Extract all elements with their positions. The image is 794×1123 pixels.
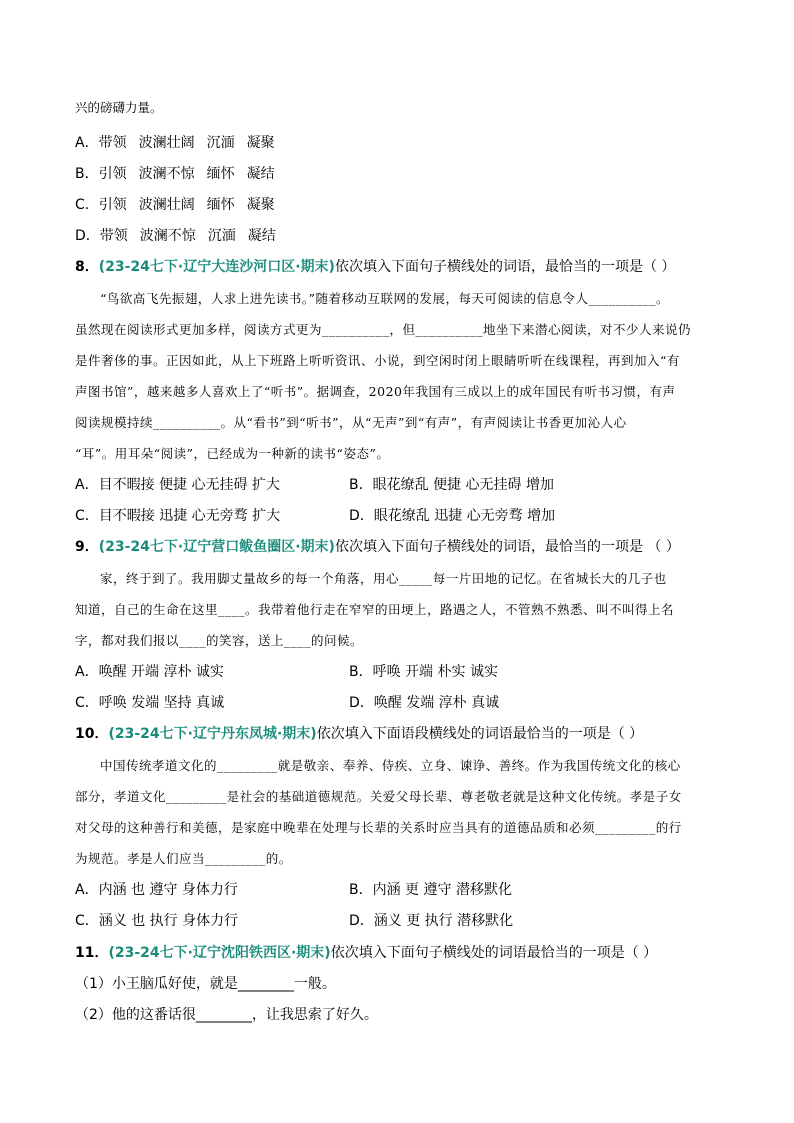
q8-option-b: B．眼花缭乱 便捷 心无挂碍 增加 (349, 477, 554, 493)
passage-line: 知道，自己的生命在这里____。我带着他行走在窄窄的田埂上，路遇之人，不管熟不熟悉、叫不叫得上名 (75, 602, 675, 617)
passage-line: 部分，孝道文化_________是社会的基础道德规范。关爱父母长辈、尊老敬老就是这种文化传统。孝是子女 (75, 789, 682, 804)
q7-option-c: C．引领 波澜壮阔 缅怀 凝聚 (75, 197, 275, 213)
q9-stem: 依次填入下面句子横线处的词语，最恰当的一项是 （ ） (334, 539, 680, 555)
passage-line: 对父母的这种善行和美德，是家庭中晚辈在处理与长辈的关系时应当具有的道德品质和必须_________的行 (75, 820, 682, 835)
passage-line: “鸟欲高飞先振翅，人求上进先读书。”随着移动互联网的发展，每天可阅读的信息令人__________。 (100, 291, 670, 306)
q9-source: (23-24七下·辽宁营口鲅鱼圈区·期末) (98, 539, 335, 555)
passage-line: 字，都对我们报以____的笑容，送上____的问候。 (75, 633, 364, 648)
q10-option-c: C．涵义 也 执行 身体力行 (75, 913, 239, 929)
q10-source: (23-24七下·辽宁丹东凤城·期末) (108, 726, 317, 742)
passage-line: 家，终于到了。我用脚丈量故乡的每一个角落，用心_____每一片田地的记忆。在省城长大的几子也 (100, 571, 667, 586)
passage-line: 中国传统孝道文化的_________就是敬亲、奉养、侍疾、立身、谏诤、善终。作为我国传统文化的核心 (100, 758, 681, 773)
q11-item-2: （2）他的这番话很________，让我思索了好久。 (75, 1007, 378, 1023)
q9-option-b: B．呼唤 开端 朴实 诚实 (349, 664, 498, 680)
passage-line: 阅读规模持续__________。从“看书”到“听书”，从“无声”到“有声”，有声阅读让书香更加沁人心 (75, 415, 627, 430)
passage-line: 声图书馆”，越来越多人喜欢上了“听书”。据调查，2020年我国有三成以上的成年国民有听书习惯，有声 (75, 384, 676, 399)
q10-header (75, 724, 643, 744)
q10-option-b: B．内涵 更 遵守 潜移默化 (349, 882, 512, 898)
top-fragment: 兴的磅礴力量。 (75, 100, 163, 115)
q8-option-a: A．目不暇接 便捷 心无挂碍 扩大 (75, 477, 280, 493)
q11-item-1: （1）小王脑瓜好使，就是________一般。 (75, 976, 336, 992)
q10-stem: 依次填入下面语段横线处的词语最恰当的一项是（ ） (316, 726, 644, 742)
q9-option-a: A．唤醒 开端 淳朴 诚实 (75, 664, 224, 680)
q8-number: 8． (75, 259, 99, 275)
q9-option-d: D．唤醒 发端 淳朴 真诚 (349, 695, 500, 711)
q9-number: 9． (75, 539, 99, 555)
passage-line: 是件奢侈的事。正因如此，从上下班路上听听资讯、小说，到空闲时闭上眼睛听听在线课程，再到加入“有 (75, 353, 680, 368)
q10-number: 10． (75, 726, 109, 742)
q8-header (75, 257, 675, 277)
q7-option-a: A．带领 波澜壮阔 沉湎 凝聚 (75, 135, 275, 151)
q7-option-d: D．带领 波澜不惊 沉湎 凝结 (75, 228, 276, 244)
q7-option-b: B．引领 波澜不惊 缅怀 凝结 (75, 166, 275, 182)
q8-option-c: C．目不暇接 迅捷 心无旁骛 扩大 (75, 508, 281, 524)
q8-stem: 依次填入下面句子横线处的词语，最恰当的一项是（ ） (334, 259, 676, 275)
q8-option-d: D．眼花缭乱 迅捷 心无旁骛 增加 (349, 508, 556, 524)
q10-option-d: D．涵义 更 执行 潜移默化 (349, 913, 514, 929)
q9-header (75, 537, 680, 557)
passage-line: 虽然现在阅读形式更加多样，阅读方式更为__________，但__________地坐下来潜心阅读，对不少人来说仍 (75, 322, 692, 337)
q10-passage (75, 750, 727, 874)
q8-source: (23-24七下·辽宁大连沙河口区·期末) (98, 259, 335, 275)
passage-line: “耳”。用耳朵“阅读”，已经成为一种新的读书“姿态”。 (75, 446, 390, 461)
q11-source: (23-24七下·辽宁沈阳铁西区·期末) (108, 945, 331, 961)
q10-option-a: A．内涵 也 遵守 身体力行 (75, 882, 238, 898)
q9-passage (75, 563, 727, 656)
q11-header (75, 943, 657, 963)
q11-stem: 依次填入下面句子横线处的词语最恰当的一项是（ ） (330, 945, 658, 961)
q11-number: 11． (75, 945, 109, 961)
passage-line: 为规范。孝是人们应当_________的。 (75, 851, 292, 866)
q8-passage (75, 283, 727, 469)
q9-option-c: C．呼唤 发端 坚持 真诚 (75, 695, 225, 711)
